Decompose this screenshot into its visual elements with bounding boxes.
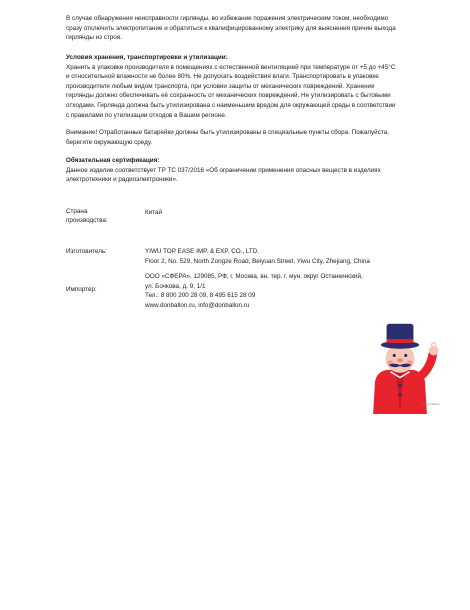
storage-line: отходами. Гирлянда должна быть утилизирована с наименьшим вредом для окружающей среды в соответствии: [66, 101, 396, 109]
importer-line: ООО «СФЕРА», 129085, РФ, г. Москва, вн. тер. г. мун. округ Останкинский,: [145, 273, 363, 280]
mascot-caption: © Don Ballon: [422, 402, 440, 406]
certification-line: Данное изделие соответствует ТР ТС 037/2016 «Об ограничении применения опасных веществ в изделиях: [66, 166, 381, 174]
importer-value: [145, 272, 445, 310]
intro-paragraph: [66, 14, 438, 43]
storage-line: с правилами по утилизации отходов в Вашем регионе.: [66, 111, 227, 119]
importer-line: www.donballon.ru, info@donballon.ru: [145, 301, 250, 309]
country-value: Китай: [145, 209, 163, 216]
certification-line: электротехники и радиоэлектроники».: [66, 176, 178, 184]
storage-section: [66, 53, 438, 120]
storage-line: Хранить в упаковке производителя в помещениях с естественной вентиляцией при температуре от +5 до +45°С: [66, 63, 396, 71]
warning-line: Внимание! Отработанные батарейки должны быть утилизированы в специальные пункты сбора. Пожалуйста,: [66, 129, 389, 136]
importer-label: Импортер:: [66, 286, 97, 293]
intro-line: гирлянды из строя.: [66, 34, 122, 42]
mascot-icon: [352, 318, 448, 414]
storage-heading: Условия хранения, транспортировки и утилизации:: [66, 54, 228, 61]
manufacturer-line: Floor 2, No. 529, North Zongze Road, Beiyuan Street, Yiwu City, Zhejiang, China: [145, 257, 370, 265]
certification-section: [66, 156, 438, 185]
storage-line: гирлянды должно обеспечивать её сохранность от механических повреждений. Не утилизировать с бытовыми: [66, 92, 391, 100]
country-label-line: Страна: [66, 208, 88, 215]
intro-line: сразу отключить электропитание и обратиться к квалифицированному электрику для выяснения причин выхода: [66, 24, 396, 32]
manufacturer-line: YIWU TOP EASE IMP. & EXP. CO., LTD.: [145, 248, 260, 255]
certification-heading: Обязательная сертификация:: [66, 157, 160, 164]
storage-line: производителя любым видом транспорта, при условии защиты от механических повреждений. Хранение: [66, 82, 375, 90]
importer-line: ул. Бочкова, д. 9, 1/1: [145, 282, 206, 290]
warning-line: берегите окружающую среду.: [66, 138, 153, 146]
manufacturer-label: Изготовитель:: [66, 248, 107, 255]
country-label-line: производства:: [66, 217, 108, 224]
manufacturer-value: [145, 247, 445, 266]
storage-line: и относительной влажности не более 80%. Не допускать воздействия влаги. Транспортировать в упаковке: [66, 73, 379, 81]
intro-line: В случае обнаружения неисправности гирлянды, во избежание поражения электрическим током, необходимо: [66, 15, 389, 22]
warning-paragraph: [66, 128, 438, 147]
importer-line: Тел.: 8 800 200 28 09, 8 495 615 28 09: [145, 292, 256, 300]
country-label: [66, 207, 146, 225]
